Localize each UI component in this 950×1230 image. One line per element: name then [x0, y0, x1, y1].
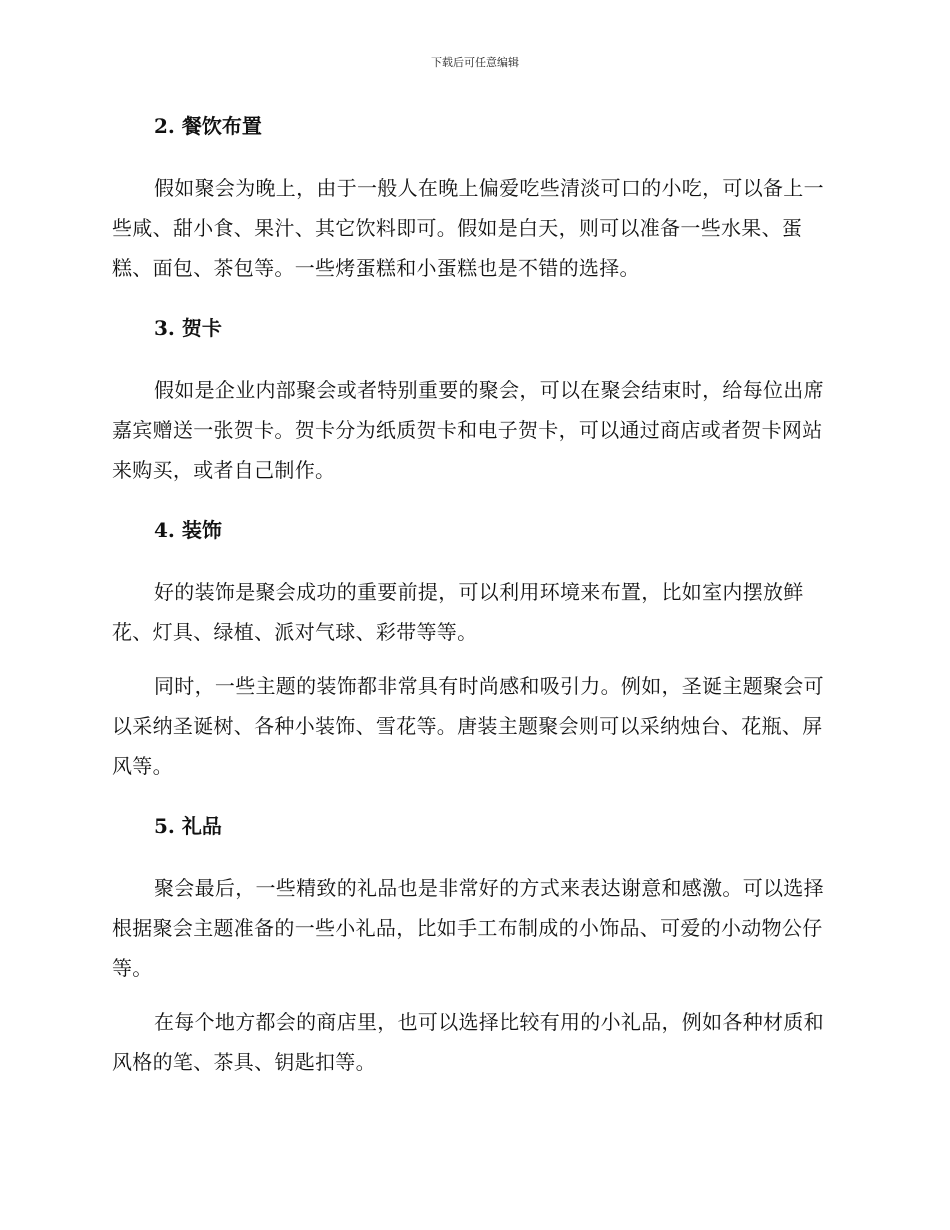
- paragraph: 同时，一些主题的装饰都非常具有时尚感和吸引力。例如，圣诞主题聚会可以采纳圣诞树、各种小装饰、雪花等。唐装主题聚会则可以采纳烛台、花瓶、屏风等。: [112, 674, 824, 778]
- paragraph: 假如是企业内部聚会或者特别重要的聚会，可以在聚会结束时，给每位出席嘉宾赠送一张贺卡。贺卡分为纸质贺卡和电子贺卡，可以通过商店或者贺卡网站来购买，或者自己制作。: [112, 378, 824, 482]
- document-body: [112, 110, 832, 1106]
- section-heading: 3. 贺卡: [154, 316, 222, 340]
- section-catering: [112, 110, 832, 288]
- paragraph: 好的装饰是聚会成功的重要前提，可以利用环境来布置，比如室内摆放鲜花、灯具、绿植、派对气球、彩带等等。: [112, 580, 804, 644]
- paragraph: 在每个地方都会的商店里，也可以选择比较有用的小礼品，例如各种材质和风格的笔、茶具、钥匙扣等。: [112, 1010, 824, 1074]
- page-header: 下载后可任意编辑: [431, 56, 519, 69]
- section-gifts: [112, 810, 832, 1082]
- section-heading: 4. 装饰: [154, 518, 222, 542]
- paragraph: 假如聚会为晚上，由于一般人在晚上偏爱吃些清淡可口的小吃，可以备上一些咸、甜小食、果汁、其它饮料即可。假如是白天，则可以准备一些水果、蛋糕、面包、茶包等。一些烤蛋糕和小蛋糕也是不错的选择。: [112, 176, 824, 280]
- paragraph: 聚会最后，一些精致的礼品也是非常好的方式来表达谢意和感激。可以选择根据聚会主题准备的一些小礼品，比如手工布制成的小饰品、可爱的小动物公仔等。: [112, 876, 824, 980]
- section-heading: 5. 礼品: [154, 814, 222, 838]
- section-heading: 2. 餐饮布置: [154, 114, 262, 138]
- section-greeting-card: [112, 312, 832, 490]
- section-decoration: [112, 514, 832, 786]
